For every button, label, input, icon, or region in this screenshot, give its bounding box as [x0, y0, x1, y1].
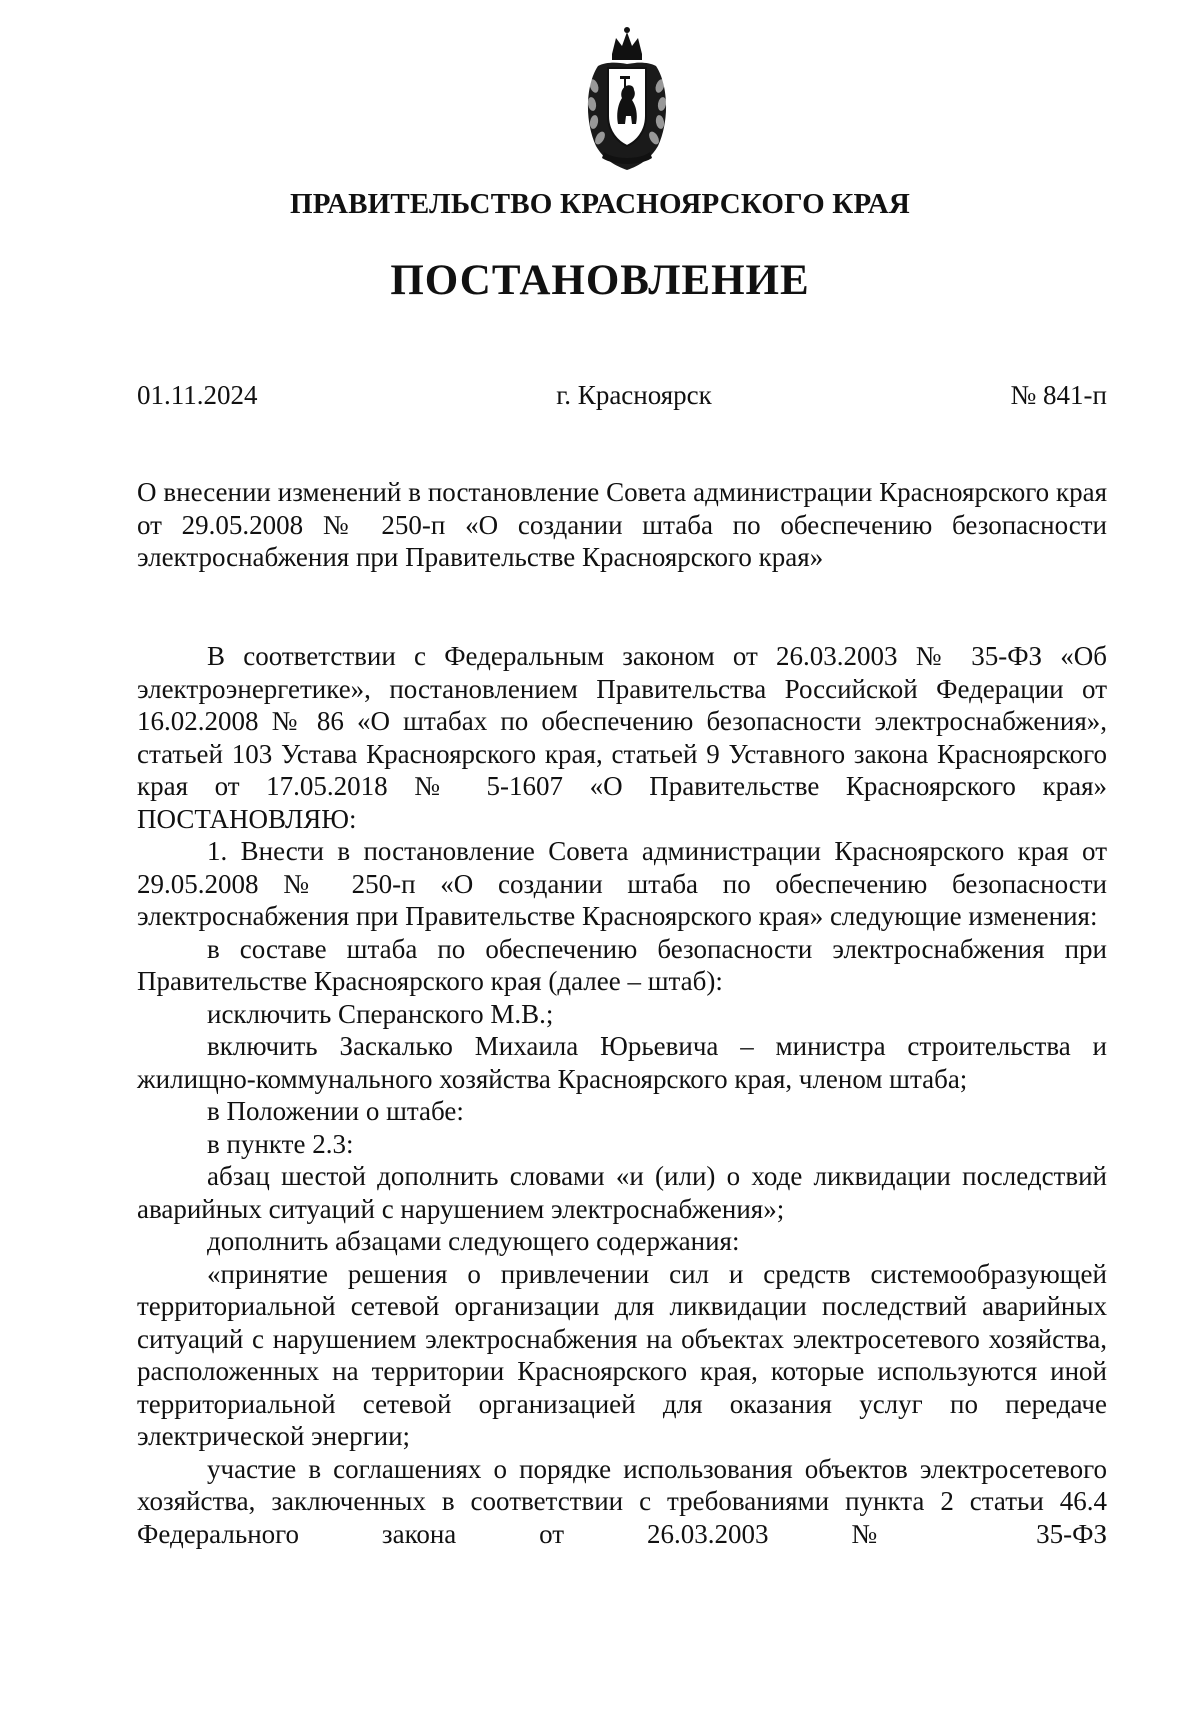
government-title: ПРАВИТЕЛЬСТВО КРАСНОЯРСКОГО КРАЯ: [289, 188, 911, 220]
body-paragraph: в Положении о штабе:: [207, 1096, 464, 1126]
document-meta-row: [137, 380, 1107, 411]
document-subject: О внесении изменений в постановление Совета администрации Красноярского края от 29.05.2008 № 250-п «О создании штаба по обеспечению безопасности электроснабжения при Правительстве Красноярского края»: [137, 477, 1107, 572]
body-paragraph: «принятие решения о привлечении сил и средств системообразующей территориальной сетевой организации для ликвидации последствий аварийных ситуаций с нарушением электроснабжения на объектах электросетевого хозяйства, расположенных на территории Красноярского края, которые используются иной территориальной сетевой организацией для оказания услуг по передаче электрической энергии;: [137, 1258, 1107, 1451]
body-paragraph: 1. Внести в постановление Совета администрации Красноярского края от 29.05.2008 № 250-п «О создании штаба по обеспечению безопасности электроснабжения при Правительстве Красноярского края» следующие изменения:: [137, 836, 1107, 931]
document-city: г. Красноярск: [556, 380, 712, 410]
body-paragraph: абзац шестой дополнить словами «и (или) о ходе ликвидации последствий аварийных ситуаций с нарушением электроснабжения»;: [137, 1161, 1107, 1224]
body-paragraph: в пункте 2.3:: [207, 1128, 354, 1159]
body-paragraph: В соответствии с Федеральным законом от 26.03.2003 № 35-ФЗ «Об электроэнергетике», постановлением Правительства Российской Федерации от 16.02.2008 № 86 «О штабах по обеспечению безопасности электроснабжения», статьей 103 Устава Красноярского края, статьей 9 Уставного закона Красноярского края от 17.05.2018 № 5-1607 «О Правительстве Красноярского края» ПОСТАНОВЛЯЮ:: [137, 641, 1107, 834]
document-number: № 841-п: [1010, 380, 1107, 410]
krasnoyarsk-coat-of-arms-icon: [568, 24, 686, 174]
document-type-title: ПОСТАНОВЛЕНИЕ: [390, 257, 810, 304]
body-paragraph: включить Заскалько Михаила Юрьевича – министра строительства и жилищно-коммунального хозяйства Красноярского края, членом штаба;: [137, 1031, 1107, 1094]
document-body: [137, 640, 1107, 1550]
document-date: 01.11.2024: [137, 380, 258, 410]
body-paragraph: участие в соглашениях о порядке использования объектов электросетевого хозяйства, заключенных в соответствии с требованиями пункта 2 статьи 46.4 Федерального закона от 26.03.2003 № 35-ФЗ: [137, 1453, 1107, 1549]
body-paragraph: в составе штаба по обеспечению безопасности электроснабжения при Правительстве Красноярского края (далее – штаб):: [137, 933, 1107, 996]
body-paragraph: дополнить абзацами следующего содержания:: [207, 1226, 740, 1256]
body-paragraph: исключить Сперанского М.В.;: [207, 998, 554, 1029]
